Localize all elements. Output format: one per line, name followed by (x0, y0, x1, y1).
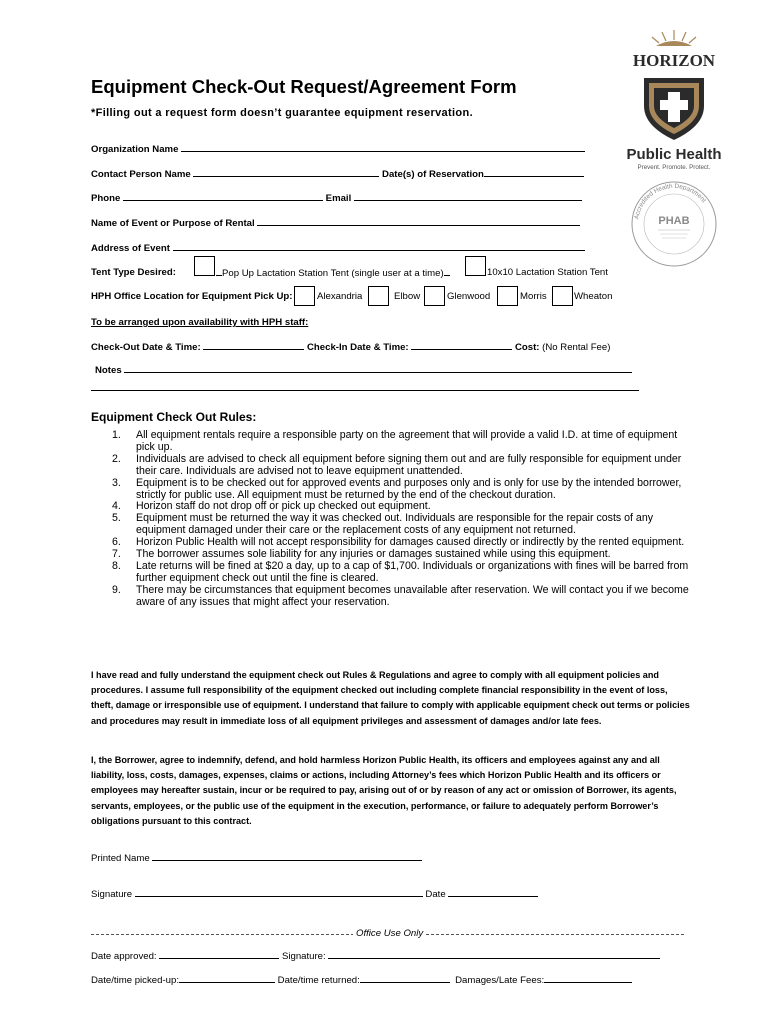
form-subtitle: *Filling out a request form doesn’t guarantee equipment reservation. (91, 107, 473, 119)
tent-10x10-option: 10x10 Lactation Station Tent (487, 267, 608, 278)
office-pickup-row (91, 974, 632, 986)
printed-name-field[interactable] (152, 852, 422, 861)
cost-value: (No Rental Fee) (542, 342, 611, 353)
event-purpose-label: Name of Event or Purpose of Rental (91, 218, 255, 229)
svg-text:Prevent. Promote. Protect.: Prevent. Promote. Protect. (637, 164, 711, 171)
office-use-divider (91, 928, 684, 942)
office-signature-field[interactable] (328, 950, 660, 959)
signature-row (91, 888, 538, 900)
rule-item: 7. The borrower assumes sole liability for any injuries or damages sustained while using this equipment. (112, 548, 611, 561)
arranged-note: To be arranged upon availability with HPH staff: (91, 317, 309, 328)
phone-email-row (91, 192, 582, 204)
organization-name-label: Organization Name (91, 144, 179, 155)
notes-label: Notes (95, 365, 122, 376)
tent-type-label: Tent Type Desired: (91, 267, 176, 278)
checkin-label: Check-In Date & Time: (306, 342, 409, 353)
location-morris-checkbox[interactable] (497, 286, 518, 306)
reservation-dates-field[interactable] (484, 168, 584, 177)
location-morris-label: Morris (520, 291, 547, 302)
svg-text:PHAB: PHAB (658, 215, 690, 227)
notes-line-2[interactable] (91, 390, 639, 391)
rule-item: 1. All equipment rentals require a responsible party on the agreement that will provide a valid I.D. at time of equipment pick up. (112, 429, 678, 453)
signature-date-field[interactable] (448, 888, 538, 897)
printed-name-label: Printed Name (91, 853, 150, 864)
tent-popup-checkbox[interactable] (194, 256, 215, 276)
organization-name-row (91, 143, 585, 155)
picked-up-field[interactable] (179, 974, 275, 983)
location-alexandria-label: Alexandria (317, 291, 363, 302)
event-purpose-field[interactable] (257, 217, 580, 226)
phone-label: Phone (91, 193, 121, 204)
svg-text:Accredited Health Department: Accredited Health Department (633, 182, 708, 220)
late-fees-field[interactable] (544, 974, 632, 983)
office-signature-label: Signature: (281, 951, 326, 962)
address-row (91, 242, 585, 254)
svg-text:HORIZON: HORIZON (632, 51, 716, 70)
location-elbow-checkbox[interactable] (368, 286, 389, 306)
printed-name-row (91, 852, 422, 864)
phone-field[interactable] (123, 192, 323, 201)
agreement-paragraph-2: I, the Borrower, agree to indemnify, defend, and hold harmless Horizon Public Health, its officers and employees against any and all liability, loss, costs, damages, expenses, claims or actions, including Attorney’s fees which Horizon Public Health and its officers or employees may hereafter sustain, incur or be required to pay, arising out of or by reason of any act or omission of Borrower, its agents, servants, employees, or the public use of the equipment in the execution, performance, or failure to adequately perform Borrower’s obligations pursuant to this contract. (91, 755, 677, 826)
checkin-field[interactable] (411, 341, 512, 350)
svg-text:Public Health: Public Health (626, 146, 722, 163)
office-approved-row (91, 950, 660, 962)
office-use-heading: Office Use Only (353, 928, 426, 939)
rule-item: 6. Horizon Public Health will not accept responsibility for damages caused directly or indirectly by the rented equipment. (112, 536, 685, 549)
phab-seal-icon (628, 178, 720, 270)
location-glenwood-label: Glenwood (447, 291, 491, 302)
agreement-paragraph-1: I have read and fully understand the equipment check out Rules & Regulations and agree to comply with all equipment policies and procedures. I assume full responsibility of the equipment checked out including complete financial responsibility in the event of loss, theft, damage or irresponsible use of equipment. I understand that failure to comply with applicable equipment check out terms or policies and procedures may result in immediate loss of all equipment privileges and assessment of damages and/or late fees. (91, 670, 690, 726)
notes-row (95, 364, 632, 376)
signature-date-label: Date (425, 889, 446, 900)
contact-person-label: Contact Person Name (91, 169, 191, 180)
tent-popup-option: Pop Up Lactation Station Tent (single user at a time) (216, 267, 450, 279)
event-row (91, 217, 580, 229)
reservation-dates-label: Date(s) of Reservation (382, 169, 484, 180)
form-title: Equipment Check-Out Request/Agreement Form (91, 76, 517, 97)
location-wheaton-label: Wheaton (574, 291, 613, 302)
rules-list (91, 430, 691, 609)
location-alexandria-checkbox[interactable] (294, 286, 315, 306)
returned-field[interactable] (360, 974, 450, 983)
location-elbow-label: Elbow (394, 291, 421, 302)
office-location-label: HPH Office Location for Equipment Pick Up: (91, 291, 293, 302)
event-address-field[interactable] (173, 242, 585, 251)
location-glenwood-checkbox[interactable] (424, 286, 445, 306)
returned-label: Date/time returned: (277, 975, 360, 986)
date-approved-field[interactable] (159, 950, 279, 959)
rule-item: 5. Equipment must be returned the way it was checked out. Individuals are responsible for the repair costs of any equipment damaged under their care or the replacement costs of any equipment not returned. (112, 512, 654, 537)
checkout-label: Check-Out Date & Time: (91, 342, 201, 353)
rule-item: 8. Late returns will be fined at $20 a day, up to a cap of $1,700. Individuals or organizations with fines will be barred from further equipment check out until the fine is cleared. (112, 559, 689, 584)
checkout-row (91, 341, 610, 353)
notes-field[interactable] (124, 364, 632, 373)
rule-item: 3. Equipment is to be checked out for approved events and purposes only and is only for use by the intended borrower, strictly for public use. All equipment must be returned by the end of the checkout duration. (112, 476, 682, 501)
organization-name-field[interactable] (181, 143, 585, 152)
rule-item: 4. Horizon staff do not drop off or pick up checked out equipment. (112, 500, 431, 513)
email-label: Email (325, 193, 352, 204)
picked-up-label: Date/time picked-up: (91, 975, 179, 986)
tent-10x10-checkbox[interactable] (465, 256, 486, 276)
location-wheaton-checkbox[interactable] (552, 286, 573, 306)
contact-row (91, 168, 584, 180)
email-field[interactable] (354, 192, 582, 201)
event-address-label: Address of Event (91, 243, 170, 254)
signature-field[interactable] (135, 888, 423, 897)
checkout-field[interactable] (203, 341, 304, 350)
date-approved-label: Date approved: (91, 951, 157, 962)
rules-heading: Equipment Check Out Rules: (91, 410, 257, 424)
cost-label: Cost: (514, 342, 540, 353)
rule-item: 2. Individuals are advised to check all equipment before signing them out and are fully responsible for equipment under their care. Individuals are advised not to leave equipment unattended. (112, 452, 682, 477)
signature-label: Signature (91, 889, 133, 900)
late-fees-label: Damages/Late Fees: (455, 975, 545, 986)
rule-item: 9. There may be circumstances that equipment becomes unavailable after reservation. We will contact you if we become aware of any issues that might affect your reservation. (112, 583, 689, 608)
contact-person-field[interactable] (193, 168, 379, 177)
